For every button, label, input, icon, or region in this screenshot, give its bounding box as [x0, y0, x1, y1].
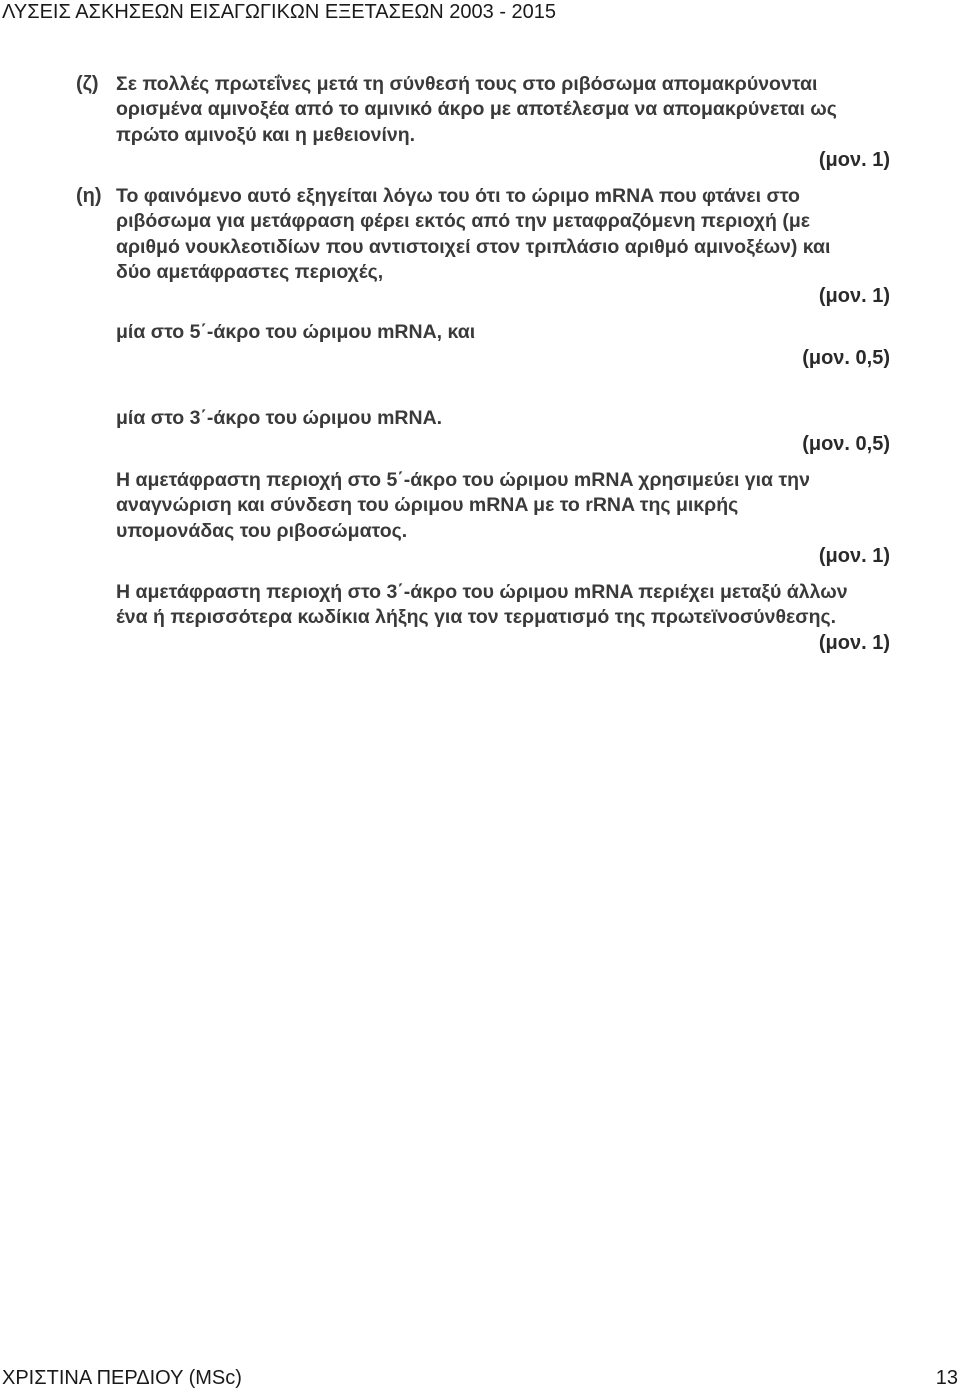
item-h-five-utr-line-3: υπομονάδας του ριβοσώματος. — [116, 519, 408, 542]
footer-author: ΧΡΙΣΤΙΝΑ ΠΕΡΔΙΟΥ (MSc) — [2, 1367, 242, 1389]
item-h-intro-marks: (μον. 1) — [818, 285, 890, 307]
item-z-marks: (μον. 1) — [818, 149, 890, 171]
item-h-three-utr-marks: (μον. 1) — [818, 632, 890, 654]
page-number: 13 — [935, 1367, 958, 1389]
item-z-line-1: Σε πολλές πρωτεΐνες μετά τη σύνθεσή τους στο ριβόσωμα απομακρύνονται — [116, 73, 818, 95]
item-h-intro-line-4: δύο αμετάφραστες περιοχές, — [116, 260, 384, 283]
item-h-three-utr-line-2: ένα ή περισσότερα κωδίκια λήξης για τον τερματισμό της πρωτεϊνοσύνθεσης. — [116, 606, 837, 629]
item-h-three-prime-marks: (μον. 0,5) — [802, 433, 890, 455]
item-h-five-prime-line: μία στο 5΄-άκρο του ώριμου mRNA, και — [116, 321, 476, 343]
item-z-line-3: πρώτο αμινοξύ και η μεθειονίνη. — [116, 123, 416, 146]
running-header: ΛΥΣΕΙΣ ΑΣΚΗΣΕΩΝ ΕΙΣΑΓΩΓΙΚΩΝ ΕΞΕΤΑΣΕΩΝ 2003 - 2015 — [2, 1, 557, 23]
item-z-text — [116, 72, 896, 148]
item-h-three-utr-text — [116, 580, 896, 631]
item-h-intro-line-1: Το φαινόμενο αυτό εξηγείται λόγω του ότι το ώριμο mRNA που φτάνει στο — [116, 185, 800, 207]
item-h-five-utr-line-2: αναγνώριση και σύνδεση του ώριμου mRNA με το rRNA της μικρής — [116, 494, 739, 517]
item-h-five-utr-line-1: Η αμετάφραστη περιοχή στο 5΄-άκρο του ώριμου mRNA χρησιμεύει για την — [116, 469, 810, 491]
item-h-five-utr-marks: (μον. 1) — [818, 545, 890, 567]
item-z-label: (ζ) — [76, 73, 99, 95]
item-z-line-2: ορισμένα αμινοξέα από το αμινικό άκρο με αποτέλεσμα να απομακρύνεται ως — [116, 98, 837, 121]
item-h-three-utr-line-1: Η αμετάφραστη περιοχή στο 3΄-άκρο του ώριμου mRNA περιέχει μεταξύ άλλων — [116, 581, 848, 603]
item-h-five-prime-marks: (μον. 0,5) — [802, 347, 890, 369]
item-h-intro-text — [116, 184, 896, 285]
item-h-three-prime-line: μία στο 3΄-άκρο του ώριμου mRNA. — [116, 407, 443, 429]
item-h-three-prime — [116, 406, 896, 431]
item-h-five-prime — [116, 320, 896, 345]
item-h-five-utr-text — [116, 468, 896, 544]
item-h-intro-line-3: αριθμό νουκλεοτιδίων που αντιστοιχεί στον τριπλάσιο αριθμό αμινοξέων) και — [116, 235, 831, 258]
item-h-label: (η) — [76, 185, 102, 207]
item-h-intro-line-2: ριβόσωμα για μετάφραση φέρει εκτός από την μεταφραζόμενη περιοχή (με — [116, 210, 811, 233]
